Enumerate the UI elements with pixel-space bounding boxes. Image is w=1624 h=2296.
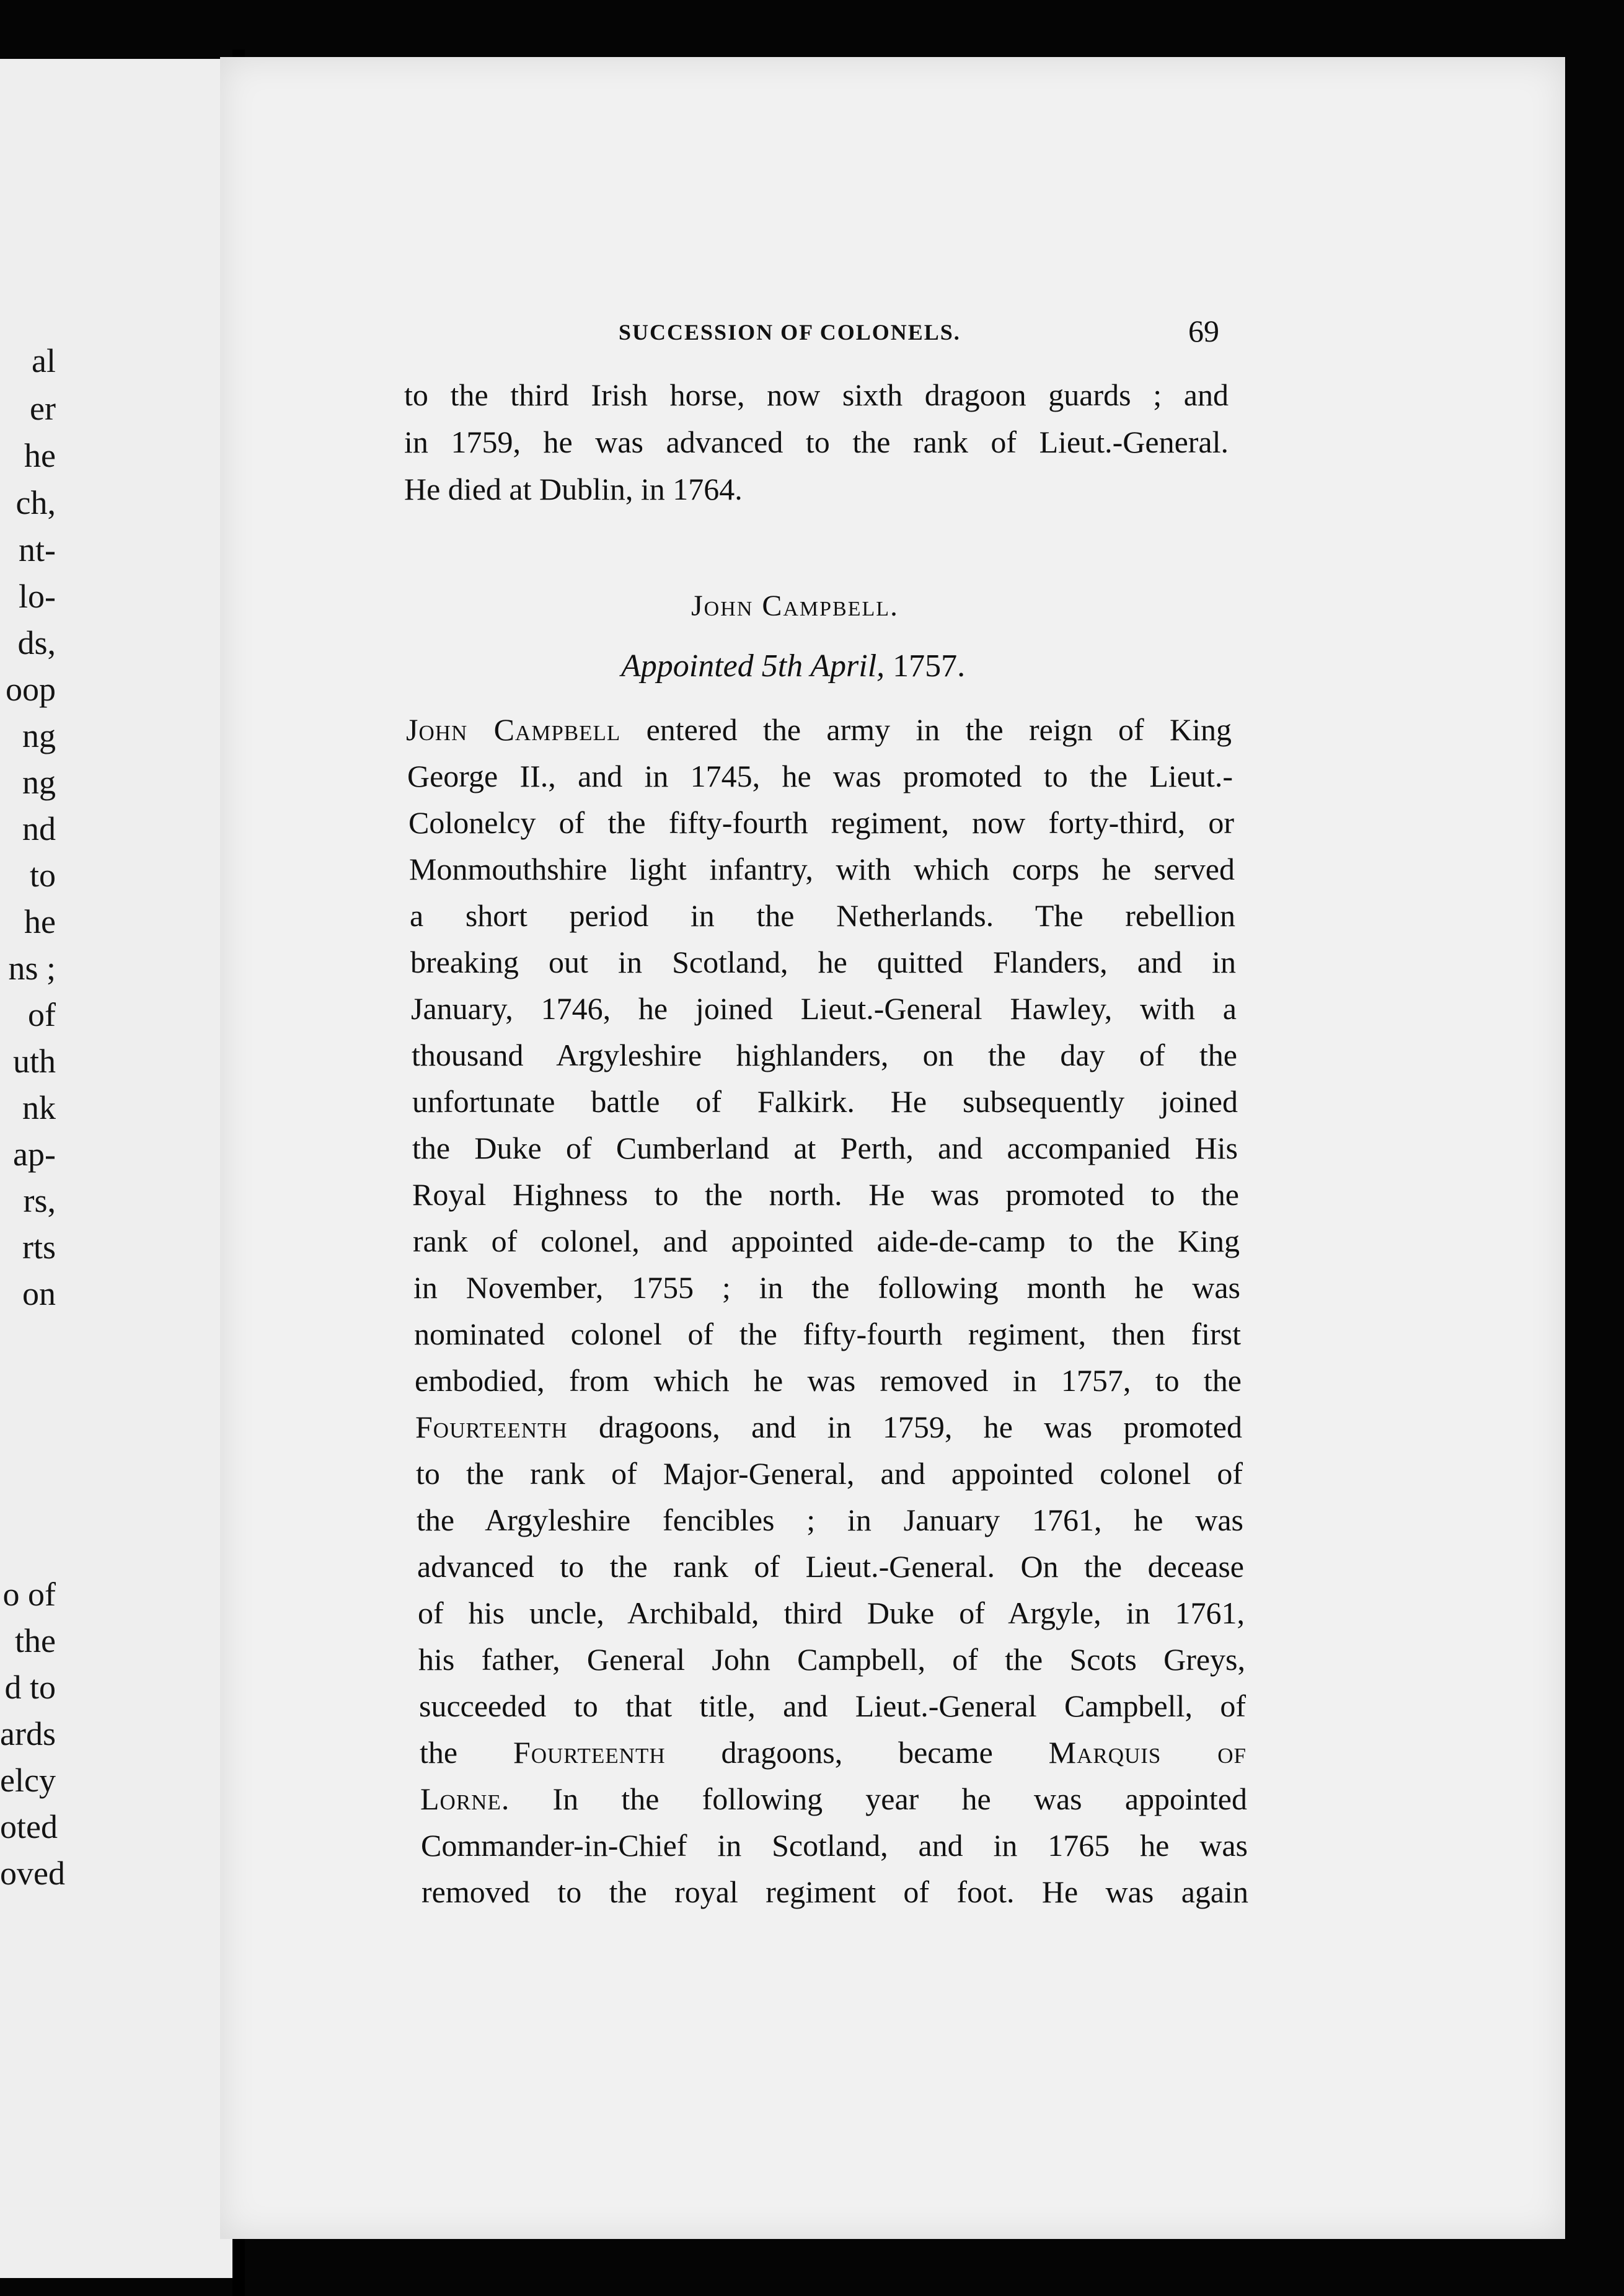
left-page-fragment: ch, <box>15 484 56 521</box>
left-page-fragment: ng <box>22 764 56 801</box>
section-heading-name: John Campbell. <box>691 589 899 622</box>
body-line-19: advanced to the rank of Lieut.-General. On the decease <box>417 1549 1244 1584</box>
body-line-9: unfortunate battle of Falkirk. He subsequently joined <box>412 1084 1238 1119</box>
left-page-fragment: ds, <box>17 624 56 661</box>
body-line-15: embodied, from which he was removed in 1757, to the <box>415 1363 1242 1398</box>
left-page-fragment: oted <box>0 1808 58 1845</box>
body-line-13: in November, 1755 ; in the following month he was <box>413 1270 1240 1305</box>
body-line-4: Monmouthshire light infantry, with which corps he served <box>409 852 1235 886</box>
body-line-5: a short period in the Netherlands. The rebellion <box>410 898 1235 933</box>
left-page-fragment: elcy <box>0 1762 56 1799</box>
body-text: dragoons, and in 1759, he was promoted <box>567 1410 1242 1444</box>
left-page-fragment: er <box>30 390 56 427</box>
body-line-12: rank of colonel, and appointed aide-de-camp to the King <box>413 1224 1240 1258</box>
left-page-fragment: lo- <box>19 578 56 615</box>
page-number: 69 <box>1188 314 1219 348</box>
left-page-fragment: ng <box>22 717 56 754</box>
regiment-small-caps: Fourteenth <box>513 1735 666 1770</box>
left-page-fragment: ns ; <box>8 950 56 987</box>
appointment-date: Appointed 5th April, <box>621 648 885 684</box>
left-page-fragment: of <box>28 996 56 1033</box>
left-page-fragment: he <box>24 903 56 940</box>
left-page-fragment: oop <box>6 671 56 708</box>
body-line-7: January, 1746, he joined Lieut.-General Hawley, with a <box>411 991 1237 1026</box>
left-page-fragment: ap- <box>13 1136 56 1173</box>
left-page-fragment: rs, <box>23 1182 56 1219</box>
body-line-14: nominated colonel of the fifty-fourth regiment, then first <box>414 1317 1241 1351</box>
left-page-fragment: the <box>15 1622 56 1659</box>
left-page-fragment: al <box>32 342 56 379</box>
body-line-2: George II., and in 1745, he was promoted to the Lieut.- <box>407 759 1233 793</box>
body-line-11: Royal Highness to the north. He was promoted to the <box>412 1177 1239 1212</box>
body-text: the <box>420 1735 513 1770</box>
left-page-fragment: nt- <box>19 531 56 568</box>
body-line-10: the Duke of Cumberland at Perth, and accompanied His <box>412 1131 1238 1165</box>
left-page-fragment: on <box>22 1275 56 1312</box>
body-line-25: Commander-in-Chief in Scotland, and in 1765 he was <box>421 1828 1248 1863</box>
left-page-fragment: ards <box>0 1715 56 1752</box>
body-line-22: succeeded to that title, and Lieut.-General Campbell, of <box>419 1689 1246 1723</box>
body-line-23 <box>420 1737 1247 1768</box>
body-line-1 <box>406 714 1232 745</box>
left-page-fragment: d to <box>4 1669 56 1706</box>
continuation-line-1: to the third Irish horse, now sixth dragoon guards ; and <box>404 378 1229 412</box>
appointment-year: 1757. <box>893 648 966 684</box>
body-line-3: Colonelcy of the fifty-fourth regiment, now forty-third, or <box>408 805 1234 840</box>
left-page-fragment: he <box>24 437 56 474</box>
body-line-20: of his uncle, Archibald, third Duke of Argyle, in 1761, <box>418 1596 1245 1630</box>
left-page-fragment: uth <box>12 1043 56 1080</box>
left-page-fragment: nk <box>22 1089 56 1126</box>
title-small-caps: Marquis of <box>1048 1735 1247 1770</box>
body-line-21: his father, General John Campbell, of the Scots Greys, <box>418 1642 1245 1677</box>
left-page-text-fragments <box>0 59 232 2278</box>
body-text: dragoons, became <box>665 1735 1049 1770</box>
left-page-fragment: to <box>29 857 56 894</box>
body-line-24 <box>420 1783 1247 1814</box>
regiment-small-caps: Fourteenth <box>415 1410 568 1444</box>
continuation-line-3: He died at Dublin, in 1764. <box>404 472 743 506</box>
left-page-fragment: rts <box>22 1229 56 1266</box>
title-small-caps: Lorne. <box>420 1782 510 1816</box>
body-line-18: the Argyleshire fencibles ; in January 1761, he was <box>417 1503 1243 1537</box>
body-line-26: removed to the royal regiment of foot. He was again <box>421 1874 1248 1909</box>
left-page-fragment: nd <box>22 810 56 847</box>
left-page-fragment: o of <box>2 1576 56 1613</box>
body-text: In the following year he was appointed <box>510 1782 1247 1816</box>
body-line-17: to the rank of Major-General, and appointed colonel of <box>416 1456 1243 1491</box>
body-line-16 <box>415 1411 1242 1442</box>
section-heading-date <box>621 648 965 684</box>
left-page-fragment: oved <box>0 1855 65 1892</box>
name-small-caps: John Campbell <box>406 712 621 747</box>
body-line-8: thousand Argyleshire highlanders, on the day of the <box>412 1038 1237 1072</box>
body-line-6: breaking out in Scotland, he quitted Flanders, and in <box>410 945 1236 979</box>
body-text: entered the army in the reign of King <box>620 712 1232 747</box>
left-facing-page <box>0 59 232 2278</box>
running-title: SUCCESSION OF COLONELS. <box>619 320 961 345</box>
continuation-line-2: in 1759, he was advanced to the rank of Lieut.-General. <box>404 425 1229 459</box>
